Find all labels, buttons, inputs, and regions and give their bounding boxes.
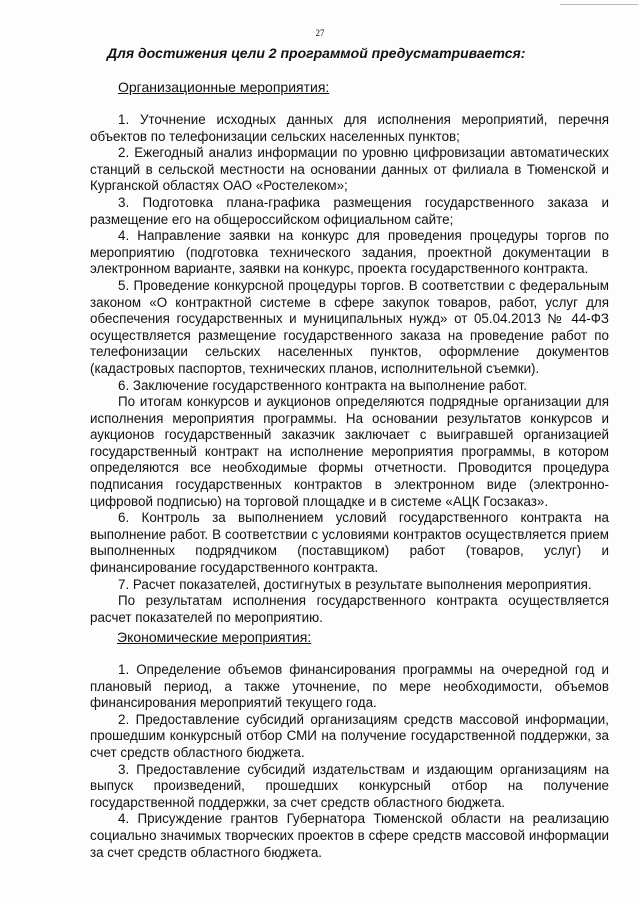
organizational-paragraph: 5. Проведение конкурсной процедуры торгов. В соответствии с федеральным законом «О контрактной системе в сфере закупок товаров, работ, услуг для обеспечения государственных и муниципальных нужд» от 05.04.2013 № 44-ФЗ осуществляется размещение государственного заказа на проведение работ по телефонизации сельских населенных пунктов, оформление документов (кадастровых паспортов, технических планов, исполнительной съемки). xyxy=(90,277,609,376)
organizational-paragraph: По итогам конкурсов и аукционов определяются подрядные организации для исполнения мероприятия программы. На основании результатов конкурсов и аукционов государственный заказчик заключает с выигравшей организацией государственный контракт на исполнение мероприятия программы, в котором определяются все необходимые формы отчетности. Проводится процедура подписания государственных контрактов в электронном виде (электронно-цифровой подписью) на торговой площадке и в системе «АЦК Госзаказ». xyxy=(90,394,609,509)
economic-measures-list xyxy=(90,662,609,861)
page-number: 27 xyxy=(315,28,325,38)
organizational-section-title: Организационные мероприятия: xyxy=(118,79,330,95)
organizational-paragraph: 1. Уточнение исходных данных для исполнения мероприятий, перечня объектов по телефонизации сельских населенных пунктов; xyxy=(90,112,609,144)
organizational-paragraph: 3. Подготовка плана-графика размещения государственного заказа и размещение его на общероссийском официальном сайте; xyxy=(90,194,609,227)
organizational-paragraph: 6. Заключение государственного контракта на выполнение работ. xyxy=(118,377,527,393)
organizational-paragraph: 2. Ежегодный анализ информации по уровню цифровизации автоматических станций в сельской местности на основании данных от филиала в Тюменской и Курганской областях ОАО «Ростелеком»; xyxy=(90,145,609,194)
economic-paragraph: 3. Предоставление субсидий издательствам и издающим организациям на выпуск произведений, прошедших конкурсный отбор на получение государственной поддержки, за счет средств областного бюджета. xyxy=(90,761,609,810)
organizational-paragraph: 6. Контроль за выполнением условий государственного контракта на выполнение работ. В соответствии с условиями контрактов осуществляется прием выполненных подрядчиком (поставщиком) работ (товаров, услуг) и финансирование государственного контракта. xyxy=(90,510,609,576)
organizational-paragraph: По результатам исполнения государственного контракта осуществляется расчет показателей по мероприятию. xyxy=(90,593,609,625)
economic-paragraph: 4. Присуждение грантов Губернатора Тюменской области на реализацию социально значимых творческих проектов в сфере средств массовой информации за счет средств областного бюджета. xyxy=(90,811,609,860)
scan-artifact-line xyxy=(560,4,638,5)
economic-section-title: Экономические мероприятия: xyxy=(117,629,312,645)
organizational-paragraph: 7. Расчет показателей, достигнутых в результате выполнения мероприятия. xyxy=(118,576,592,592)
goal-heading: Для достижения цели 2 программой предусматривается: xyxy=(107,45,526,61)
economic-paragraph: 2. Предоставление субсидий организациям средств массовой информации, прошедшим конкурсный отбор СМИ на получение государственной поддержки, за счет средств областного бюджета. xyxy=(90,711,609,760)
economic-paragraph: 1. Определение объемов финансирования программы на очередной год и плановый период, а также уточнение, по мере необходимости, объемов финансирования мероприятий текущего года. xyxy=(90,662,609,711)
organizational-paragraph: 4. Направление заявки на конкурс для проведения процедуры торгов по мероприятию (подготовка технического задания, проектной документации в электронном варианте, заявки на конкурс, проекта государственного контракта. xyxy=(90,228,609,277)
organizational-measures-list xyxy=(90,112,609,626)
